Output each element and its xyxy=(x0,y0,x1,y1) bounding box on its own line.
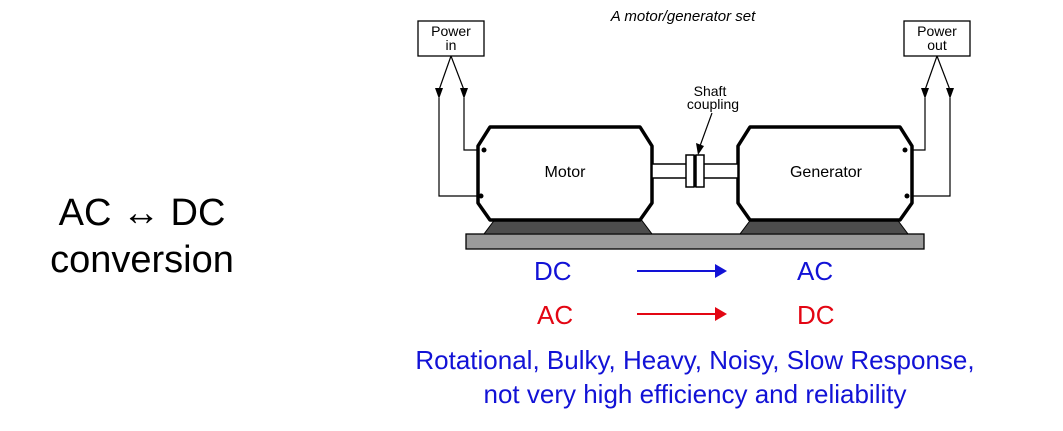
conversion-2-from: AC xyxy=(537,300,574,330)
title-line-2: conversion xyxy=(50,239,234,281)
conversion-2-arrow xyxy=(637,313,725,315)
power-in-arrowheads xyxy=(435,88,468,99)
shaft-coupling-label-2: coupling xyxy=(686,96,740,112)
drawbacks-note xyxy=(340,343,1050,411)
conversion-1-to: AC xyxy=(797,256,834,286)
diagram-caption: A motor/generator set xyxy=(610,8,756,25)
drawbacks-line-2: not very high efficiency and reliability xyxy=(483,379,907,409)
power-in-label-2: in xyxy=(445,37,457,53)
power-in-label-1: Power xyxy=(431,23,471,39)
conversion-1-arrow xyxy=(637,270,725,272)
title-line-1: AC ↔ DC xyxy=(58,192,226,234)
shaft-coupling-label-1: Shaft xyxy=(693,83,727,99)
power-out-label-2: out xyxy=(927,37,947,53)
shaft-coupling-pointer xyxy=(700,113,712,146)
power-out-label-1: Power xyxy=(917,23,957,39)
power-out-arrowheads xyxy=(921,88,954,99)
power-out-box xyxy=(904,21,970,56)
drawbacks-line-1: Rotational, Bulky, Heavy, Noisy, Slow Response, xyxy=(415,345,975,375)
shaft-coupling xyxy=(686,155,704,187)
base-plate xyxy=(466,234,924,249)
generator-label: Generator xyxy=(789,164,863,181)
shaft-coupling-arrowhead xyxy=(696,143,704,155)
motor-label: Motor xyxy=(544,164,586,181)
conversion-2-to: DC xyxy=(797,300,835,330)
conversion-1-from: DC xyxy=(534,256,572,286)
power-in-box xyxy=(418,21,484,56)
